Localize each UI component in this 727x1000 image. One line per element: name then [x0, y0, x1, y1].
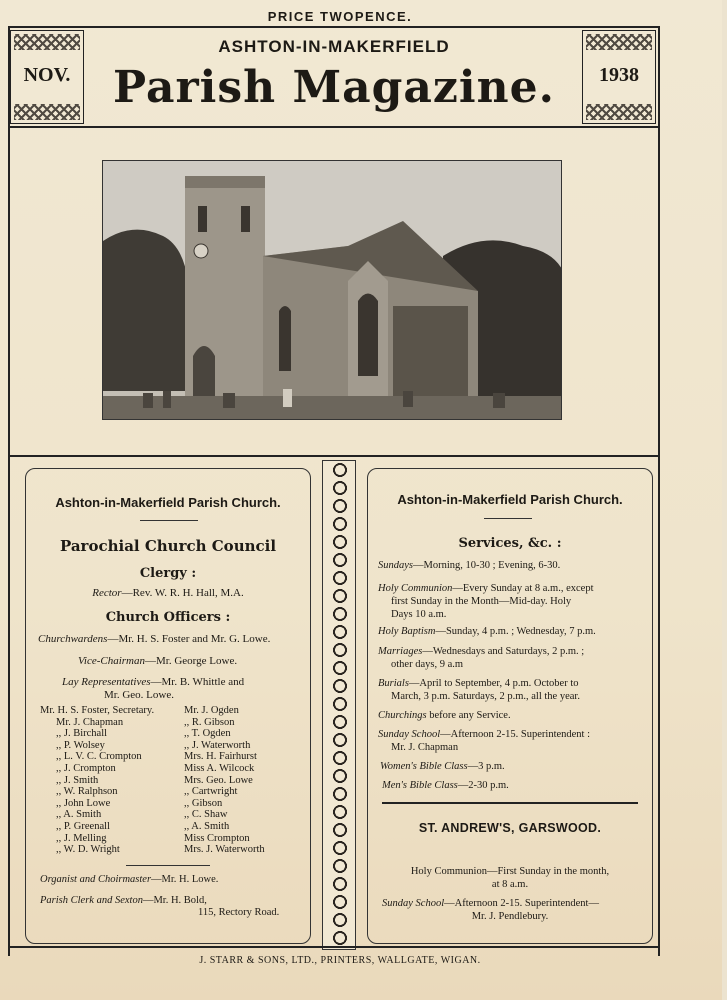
st-andrews-school-label: Sunday School [382, 898, 445, 909]
council-member: ,, L. V. C. Crompton [56, 751, 142, 763]
issue-year: 1938 [599, 64, 639, 86]
womens-bible-class-value: —3 p.m. [467, 761, 505, 772]
sundays-label: Sundays [378, 560, 413, 571]
churchings-line [378, 709, 511, 722]
parish-clerk-label: Parish Clerk and Sexton [40, 895, 143, 906]
council-member: ,, J. Waterworth [184, 739, 251, 751]
sunday-school-line [378, 728, 590, 741]
holy-baptism-value: —Sunday, 4 p.m. ; Wednesday, 7 p.m. [435, 626, 596, 637]
vice-chairman-value: —Mr. George Lowe. [145, 655, 238, 667]
mens-bible-class-label: Men's Bible Class [382, 780, 458, 791]
council-member: ,, J. Birchall [56, 728, 108, 740]
council-member: ,, R. Gibson [184, 716, 235, 728]
council-member: ,, J. Melling [56, 832, 107, 844]
ornamental-chain-border [322, 460, 356, 950]
marriages-value: —Wednesdays and Saturdays, 2 p.m. ; [422, 646, 585, 657]
rector-line [25, 587, 311, 599]
parish-clerk-address: 115, Rectory Road. [198, 907, 280, 918]
council-member: ,, Gibson [184, 797, 223, 809]
burials-line-2: March, 3 p.m. Saturdays, 2 p.m., all the year. [391, 691, 580, 702]
sunday-school-value: —Afternoon 2-15. Superintendent : [440, 729, 591, 740]
marriages-label: Marriages [378, 646, 423, 657]
sundays-value: —Morning, 10-30 ; Evening, 6-30. [413, 560, 561, 571]
organist-value: —Mr. H. Lowe. [151, 874, 219, 885]
marriages-line-2: other days, 9 a.m [391, 659, 464, 670]
council-member: Mrs. H. Fairhurst [184, 751, 257, 763]
year-box [582, 30, 656, 124]
st-andrews-heading: ST. ANDREW'S, GARSWOOD. [418, 821, 602, 835]
council-member: Mr. J. Ogden [184, 705, 239, 716]
bottom-rule [8, 946, 660, 948]
womens-bible-class-label: Women's Bible Class [380, 761, 468, 772]
ornament-border [586, 104, 652, 120]
council-member: Miss Crompton [184, 832, 250, 844]
short-rule [126, 865, 210, 866]
rector-value: —Rev. W. R. H. Hall, M.A. [121, 587, 244, 599]
churchings-value: before any Service. [426, 710, 511, 721]
holy-communion-line-2: first Sunday in the Month—Mid-day. Holy [391, 596, 572, 607]
organist-line [40, 874, 218, 885]
lay-representatives-line-2: Mr. Geo. Lowe. [104, 689, 174, 701]
holy-communion-line-3: Days 10 a.m. [391, 609, 447, 620]
burials-line [378, 677, 579, 690]
council-member: ,, W. Ralphson [56, 786, 118, 798]
left-church-heading: Ashton-in-Makerfield Parish Church. [55, 495, 281, 510]
officers-heading: Church Officers : [105, 610, 231, 625]
mens-bible-class-line [382, 779, 509, 792]
st-andrews-communion: Holy Communion—First Sunday in the month, [410, 866, 610, 877]
issue-month: NOV. [23, 64, 71, 86]
holy-baptism-line [378, 625, 596, 638]
holy-communion-line [378, 582, 594, 595]
ornament-border [14, 104, 80, 120]
magazine-title: Parish Magazine. [113, 62, 555, 113]
council-member: Mr. H. S. Foster, Secretary. [40, 705, 155, 716]
short-rule [140, 520, 198, 521]
council-member: ,, John Lowe [56, 797, 111, 809]
marriages-line [378, 645, 584, 658]
lay-representatives-line [62, 676, 244, 688]
parish-clerk-value: —Mr. H. Bold, [142, 895, 207, 906]
sunday-school-label: Sunday School [378, 729, 441, 740]
burials-label: Burials [378, 678, 409, 689]
council-member: Mrs. Geo. Lowe [184, 774, 253, 786]
council-member: Mrs. J. Waterworth [184, 844, 265, 856]
clergy-heading: Clergy : [139, 566, 197, 581]
council-member: ,, A. Smith [56, 809, 102, 821]
council-member: ,, J. Crompton [56, 763, 116, 774]
st-andrews-communion-2: at 8 a.m. [491, 879, 529, 890]
st-andrews-school-value: —Afternoon 2-15. Superintendent— [444, 898, 599, 909]
church-photograph [102, 160, 562, 420]
holy-communion-value: —Every Sunday at 8 a.m., except [452, 583, 594, 594]
council-member: ,, C. Shaw [184, 809, 228, 821]
council-member: ,, P. Greenall [56, 821, 110, 832]
womens-bible-class-line [380, 760, 505, 773]
council-member: Mr. J. Chapman [56, 716, 124, 728]
rector-label: Rector [92, 587, 122, 599]
ornament-border [586, 34, 652, 50]
churchwardens-value: —Mr. H. S. Foster and Mr. G. Lowe. [107, 633, 271, 645]
holy-communion-label: Holy Communion [378, 583, 453, 594]
parish-clerk-line [40, 895, 207, 906]
section-divider [10, 455, 658, 457]
lay-representatives-label: Lay Representatives [62, 676, 151, 688]
organist-label: Organist and Choirmaster [40, 874, 152, 885]
services-heading: Services, &c. : [458, 536, 562, 551]
town-name: ASHTON-IN-MAKERFIELD [218, 37, 450, 56]
section-rule [382, 802, 638, 804]
lay-representatives-value: —Mr. B. Whittle and [150, 676, 245, 688]
council-member: Miss A. Wilcock [184, 763, 255, 774]
churchings-label: Churchings [378, 710, 427, 721]
right-church-heading: Ashton-in-Makerfield Parish Church. [397, 492, 623, 507]
council-member: ,, T. Ogden [184, 728, 231, 740]
holy-baptism-label: Holy Baptism [378, 626, 436, 637]
price-line: PRICE TWOPENCE. [267, 9, 413, 24]
burials-value: —April to September, 4 p.m. October to [408, 678, 579, 689]
month-box [10, 30, 84, 124]
churchwardens-line [38, 633, 270, 645]
vice-chairman-label: Vice-Chairman [78, 655, 146, 667]
ornament-border [14, 34, 80, 50]
printer-imprint: J. STARR & SONS, LTD., PRINTERS, WALLGATE, WIGAN. [199, 955, 481, 966]
church-illustration [103, 161, 562, 420]
council-member: ,, Cartwright [184, 786, 238, 798]
council-member: ,, W. D. Wright [56, 844, 120, 856]
sundays-line [378, 559, 560, 572]
st-andrews-school-line-2: Mr. J. Pendlebury. [471, 911, 549, 922]
council-member: ,, J. Smith [56, 774, 99, 786]
council-member: ,, A. Smith [184, 821, 230, 832]
council-heading: Parochial Church Council [59, 537, 277, 555]
st-andrews-school-line [382, 897, 599, 910]
short-rule [484, 518, 532, 519]
council-member: ,, P. Wolsey [56, 739, 105, 751]
mens-bible-class-value: —2-30 p.m. [457, 780, 509, 791]
vice-chairman-line [78, 655, 237, 667]
sunday-school-line-2: Mr. J. Chapman [391, 742, 459, 753]
churchwardens-label: Churchwardens [38, 633, 108, 645]
